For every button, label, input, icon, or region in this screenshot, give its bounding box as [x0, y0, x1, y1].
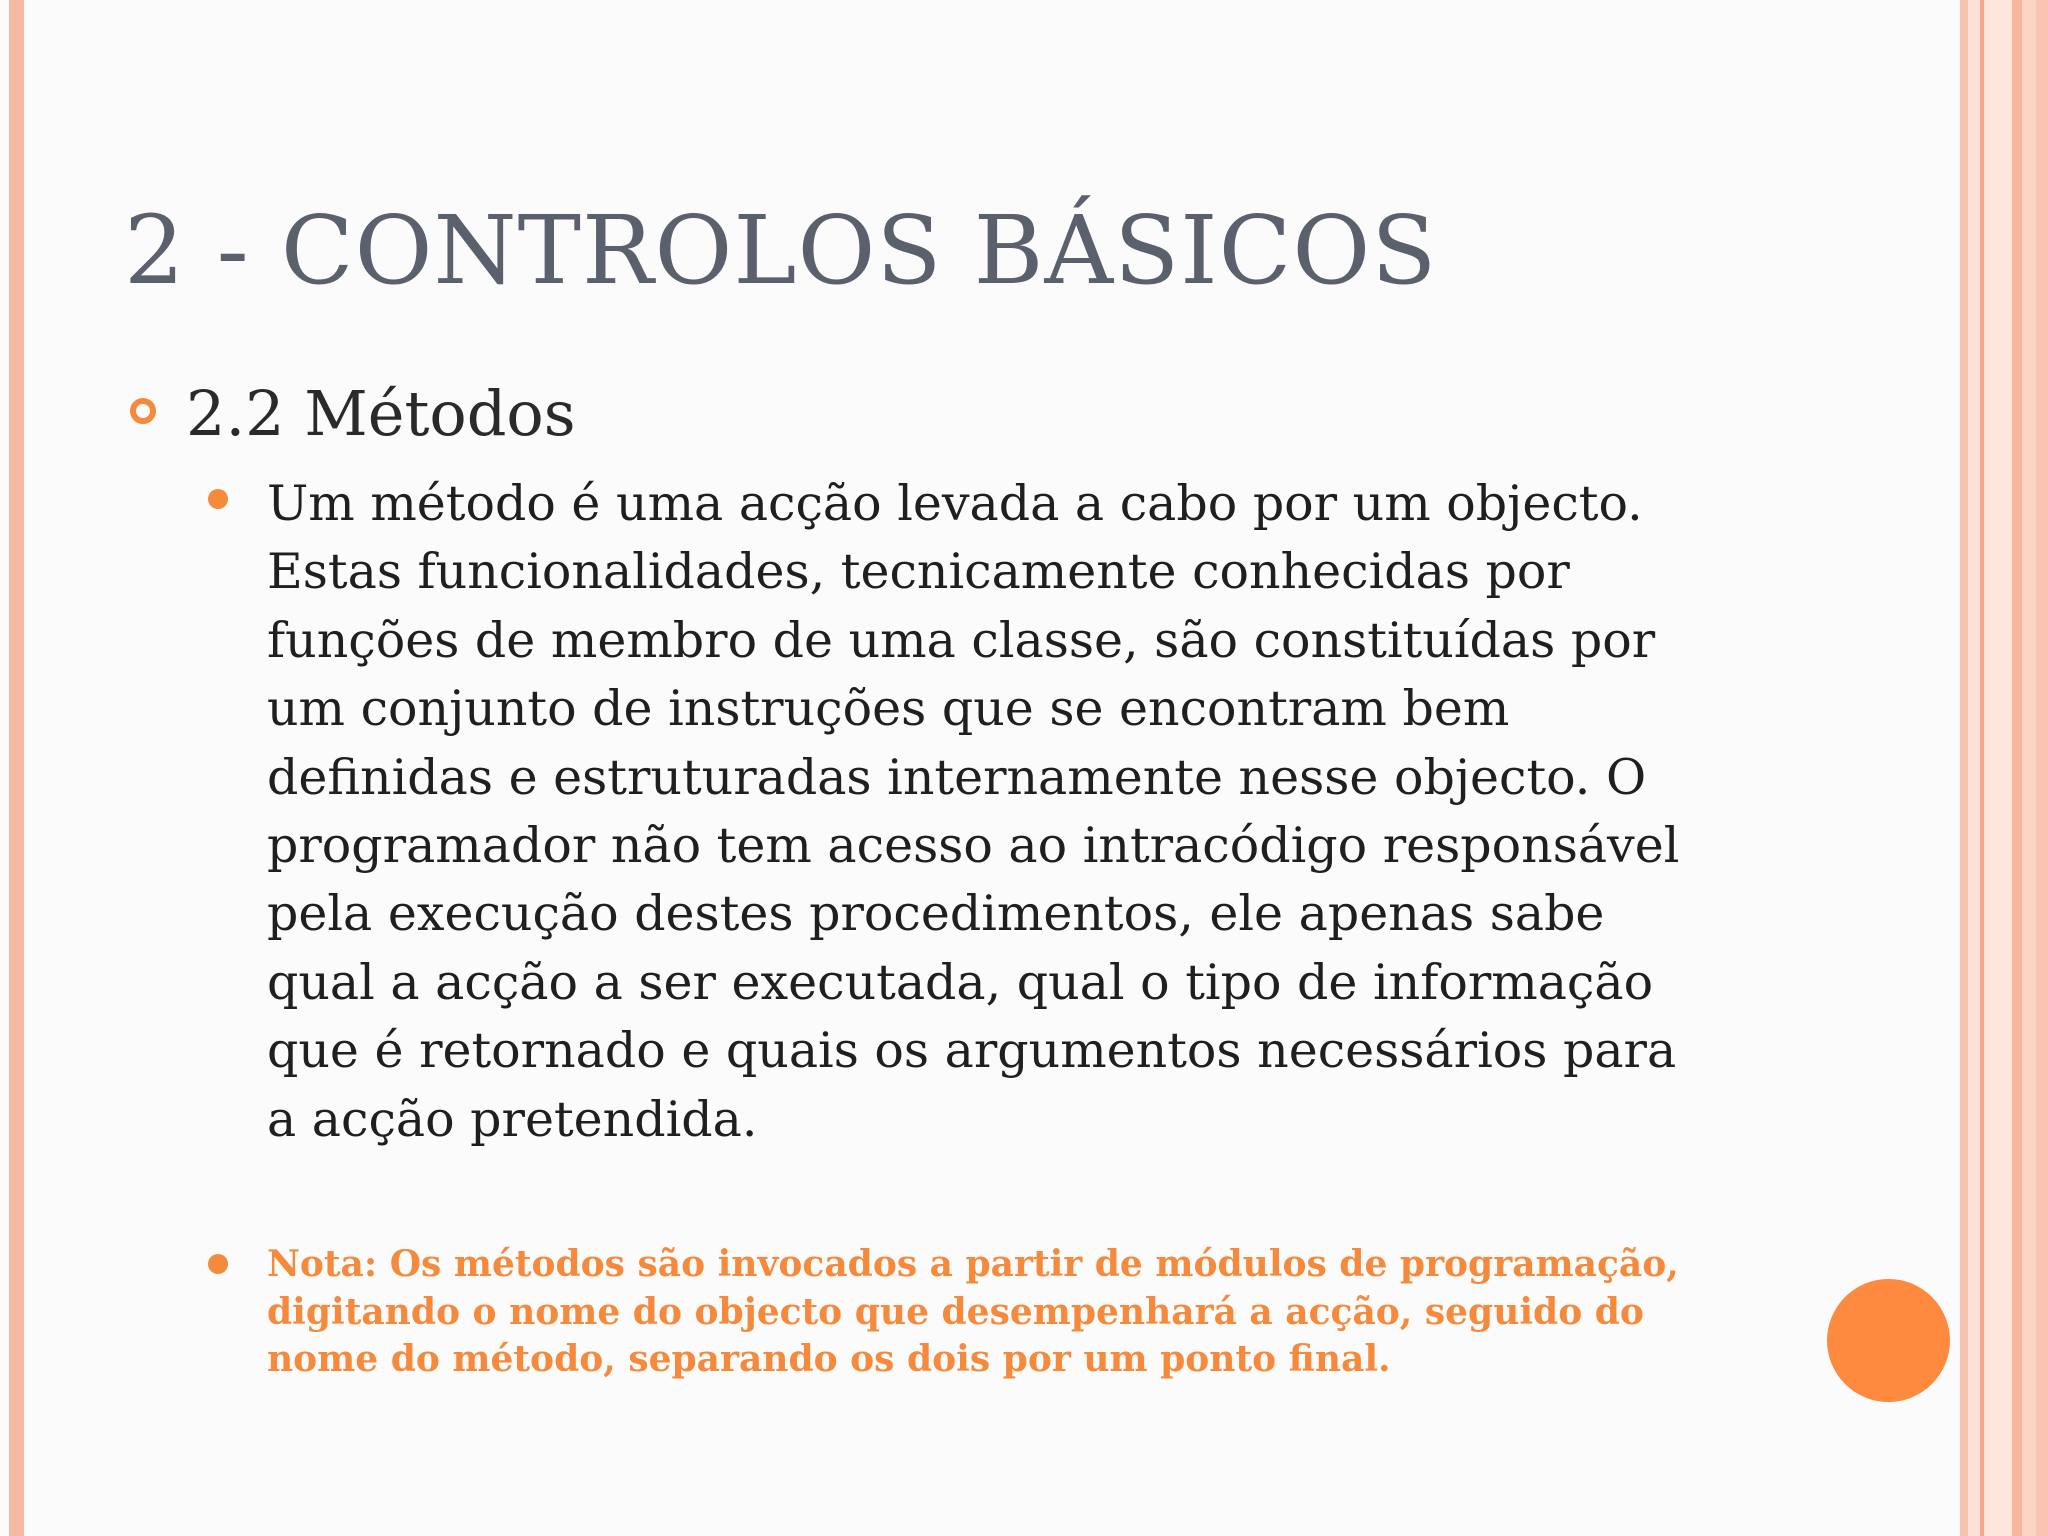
paragraph-line: funções de membro de uma classe, são constituídas por — [267, 611, 1656, 669]
section-heading: 2.2 Métodos — [186, 377, 576, 450]
right-decorative-stripe — [1960, 0, 1968, 1536]
decorative-circle — [1827, 1279, 1950, 1402]
body-paragraph — [267, 470, 1767, 1154]
paragraph-line: qual a acção a ser executada, qual o tipo de informação — [267, 953, 1654, 1011]
ring-bullet-icon — [130, 398, 156, 424]
paragraph-line: definidas e estruturadas internamente nesse objecto. O — [267, 748, 1647, 806]
left-decorative-stripe — [9, 0, 24, 1536]
right-decorative-stripe — [2012, 0, 2022, 1536]
note-line: nome do método, separando os dois por um ponto final. — [267, 1338, 1391, 1380]
right-decorative-stripe — [1968, 0, 1980, 1536]
right-decorative-stripe — [2022, 0, 2036, 1536]
paragraph-line: a acção pretendida. — [267, 1090, 758, 1148]
dot-bullet-icon — [208, 489, 228, 509]
level1-bullet — [130, 374, 576, 454]
note-line: Nota: Os métodos são invocados a partir de módulos de programação, — [267, 1243, 1679, 1285]
right-decorative-stripe — [2036, 0, 2048, 1536]
paragraph-line: programador não tem acesso ao intracódigo responsável — [267, 817, 1680, 875]
dot-bullet-icon — [208, 1254, 228, 1274]
paragraph-line: pela execução destes procedimentos, ele apenas sabe — [267, 885, 1605, 943]
slide-title: 2 - CONTROLOS BÁSICOS — [124, 196, 1438, 306]
paragraph-line: um conjunto de instruções que se encontram bem — [267, 680, 1510, 738]
note-paragraph — [267, 1241, 1767, 1384]
right-decorative-stripe — [1984, 0, 2012, 1536]
paragraph-line: que é retornado e quais os argumentos necessários para — [267, 1022, 1677, 1080]
paragraph-line: Um método é uma acção levada a cabo por um objecto. — [267, 475, 1643, 532]
paragraph-line: Estas funcionalidades, tecnicamente conhecidas por — [267, 543, 1570, 601]
note-line: digitando o nome do objecto que desempenhará a acção, seguido do — [267, 1290, 1644, 1333]
